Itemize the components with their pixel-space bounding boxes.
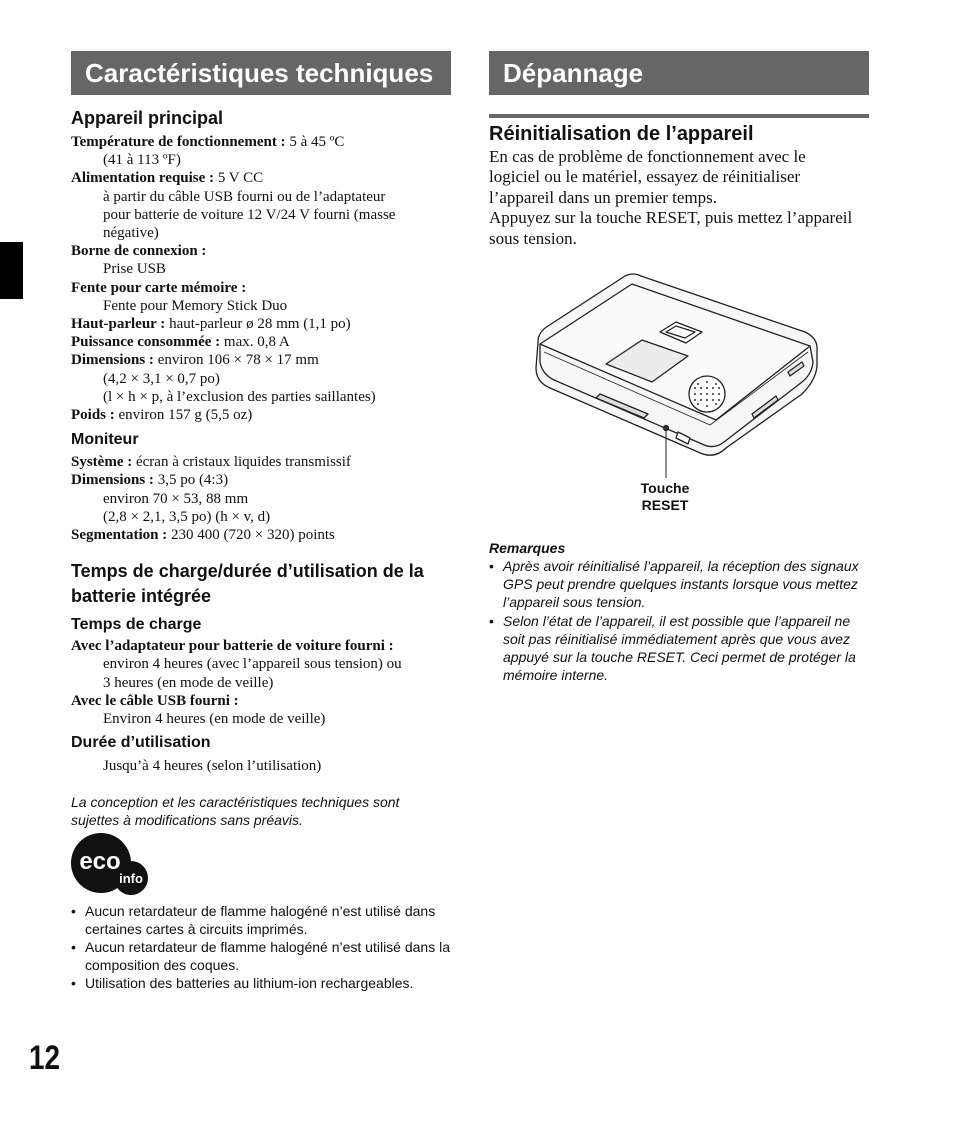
eco-bullet: • Aucun retardateur de flamme halogéné n’est utilisé dans certaines cartes à circuits imprimés. [71, 902, 453, 938]
spec-value: environ 4 heures (avec l’appareil sous tension) ou [103, 656, 402, 673]
spec-value: Fente pour Memory Stick Duo [103, 297, 288, 314]
troubleshooting-title-banner: Dépannage [489, 51, 869, 95]
specs-column [71, 107, 456, 829]
spec-label: Poids : [71, 407, 115, 424]
spec-label: Avec le câble USB fourni : [71, 692, 239, 709]
spec-label: Dimensions : [71, 352, 154, 369]
spec-label: Avec l’adaptateur pour batterie de voiture fourni : [71, 638, 394, 655]
spec-value: (41 à 113 ºF) [103, 152, 181, 169]
spec-label: Borne de connexion : [71, 243, 207, 260]
remarks-heading: Remarques [489, 540, 566, 556]
spec-value: (2,8 × 2,1, 3,5 po) (h × v, d) [103, 508, 271, 525]
info-logo-text: info [119, 871, 143, 886]
charge-time-specs [71, 637, 456, 728]
disclaimer-note: La conception et les caractéristiques techniques sont sujettes à modifications sans préavis. [71, 794, 400, 829]
eco-bullet: • Utilisation des batteries au lithium-ion rechargeables. [71, 974, 453, 992]
monitor-heading: Moniteur [71, 431, 139, 449]
callout-line: RESET [641, 496, 689, 513]
spec-value: Environ 4 heures (en mode de veille) [103, 711, 326, 728]
reset-instruction: Appuyez sur la touche RESET, puis mettez l’appareil sous tension. [489, 208, 853, 248]
eco-bullet: • Aucun retardateur de flamme halogéné n’est utilisé dans la composition des coques. [71, 938, 453, 974]
spec-label: Segmentation : [71, 527, 168, 544]
spec-value: 5 V CC [214, 170, 264, 187]
reset-heading: Réinitialisation de l’appareil [489, 123, 754, 145]
usage-time-heading: Durée d’utilisation [71, 734, 211, 752]
spec-value: environ 70 × 53, 88 mm [103, 490, 249, 507]
spec-value: max. 0,8 A [220, 334, 290, 351]
spec-value: négative) [103, 225, 159, 242]
remarks-block [489, 539, 874, 684]
page-number: 12 [29, 1039, 61, 1077]
spec-value: environ 106 × 78 × 17 mm [153, 352, 319, 369]
side-tab-marker [0, 242, 23, 299]
spec-value: pour batterie de voiture 12 V/24 V fourni (masse [103, 206, 396, 223]
remark-item: • Selon l’état de l’appareil, il est possible que l’appareil ne soit pas réinitialisé immédiatement après que vous avez appuyé sur la touche RESET. Ceci permet de protéger la mémoire interne. [489, 612, 874, 685]
spec-value: à partir du câble USB fourni ou de l’adaptateur [103, 188, 386, 205]
spec-value: environ 157 g (5,5 oz) [114, 407, 253, 424]
eco-info-logo [71, 831, 149, 897]
spec-label: Puissance consommée : [71, 334, 221, 351]
spec-value: 5 à 45 ºC [285, 134, 345, 150]
spec-value: 230 400 (720 × 320) points [167, 527, 335, 544]
battery-heading: Temps de charge/durée d’utilisation de la batterie intégrée [71, 561, 424, 607]
remark-item: • Après avoir réinitialisé l’appareil, la réception des signaux GPS peut prendre quelques instants lorsque vous mettez l’appareil sous tension. [489, 557, 874, 612]
specs-title-banner: Caractéristiques techniques [71, 51, 451, 95]
spec-value: 3 heures (en mode de veille) [103, 674, 274, 691]
usage-time-specs [71, 757, 456, 775]
section-rule [489, 114, 869, 118]
spec-label: Alimentation requise : [71, 170, 215, 187]
spec-label: Haut-parleur : [71, 316, 166, 333]
spec-label: Système : [71, 454, 133, 471]
spec-label: Dimensions : [71, 472, 154, 489]
spec-value: haut-parleur ø 28 mm (1,1 po) [165, 316, 351, 333]
spec-value: écran à cristaux liquides transmissif [132, 454, 351, 471]
charge-time-heading: Temps de charge [71, 616, 202, 634]
eco-logo-text: eco [79, 848, 121, 875]
eco-logo-graphic [71, 831, 149, 897]
monitor-specs [71, 453, 456, 544]
main-unit-heading: Appareil principal [71, 108, 224, 128]
reset-callout-label [620, 480, 710, 513]
reset-paragraph: En cas de problème de fonctionnement avec le logiciel ou le matériel, essayez de réinitialiser l’appareil dans un premier temps. [489, 147, 806, 207]
spec-label: Température de fonctionnement : [71, 134, 286, 150]
main-unit-specs [71, 133, 456, 424]
spec-value: Prise USB [103, 261, 166, 278]
spec-value: Jusqu’à 4 heures (selon l’utilisation) [103, 758, 322, 775]
spec-value: 3,5 po (4:3) [153, 472, 229, 489]
eco-bullets [71, 902, 453, 992]
spec-value: (l × h × p, à l’exclusion des parties saillantes) [103, 388, 376, 405]
callout-line: Touche [640, 480, 690, 496]
spec-label: Fente pour carte mémoire : [71, 279, 247, 296]
spec-value: (4,2 × 3,1 × 0,7 po) [103, 370, 220, 387]
troubleshooting-column [489, 121, 869, 249]
